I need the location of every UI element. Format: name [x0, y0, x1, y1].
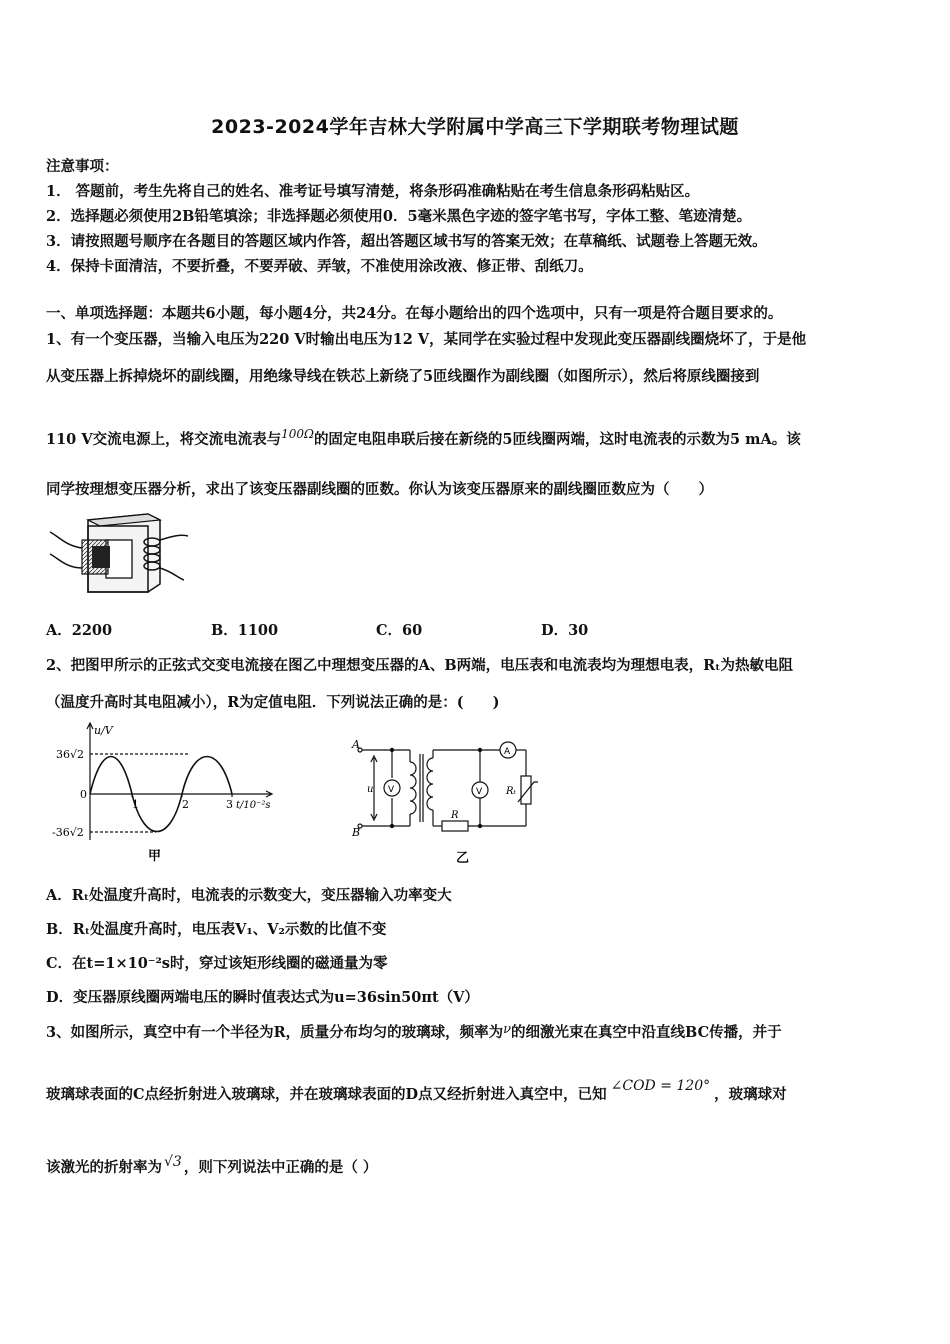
- q1-choice-b[interactable]: B．1100: [211, 622, 279, 639]
- terminal-a-label: A: [352, 738, 360, 751]
- x-tick-label: 2: [182, 798, 189, 811]
- sine-wave-figure: [44, 720, 284, 865]
- q2-option-d[interactable]: D．变压器原线圈两端电压的瞬时值表达式为u=36sin50πt（V）: [46, 989, 479, 1006]
- page-title: 2023-2024学年吉林大学附属中学高三下学期联考物理试题: [211, 116, 739, 138]
- figure-caption-yi: 乙: [456, 851, 470, 866]
- q1-text-line: [46, 428, 801, 449]
- notice-item: 1． 答题前，考生先将自己的姓名、准考证号填写清楚，将条形码准确粘贴在考生信息条形码粘贴区。: [46, 183, 700, 200]
- q3-text-segment: 该激光的折射率为: [46, 1159, 162, 1176]
- y-min-label: -36√2: [52, 826, 84, 839]
- ammeter-icon: A: [504, 747, 511, 757]
- input-voltage-label: u: [367, 784, 374, 795]
- circuit-figure: [350, 738, 540, 868]
- y-axis-label: u/V: [94, 724, 113, 737]
- notice-item: 4．保持卡面清洁，不要折叠，不要弄破、弄皱，不准使用涂改液、修正带、刮纸刀。: [46, 258, 593, 275]
- q1-text-line: 同学按理想变压器分析，求出了该变压器副线圈的匝数。你认为该变压器原来的副线圈匝数应为（ ）: [46, 481, 713, 498]
- thermistor-label: Rₜ: [506, 786, 516, 797]
- q3-text-segment: 3、如图所示，真空中有一个半径为R，质量分布均匀的玻璃球，频率为: [46, 1024, 504, 1041]
- q1-choice-a[interactable]: A．2200: [46, 622, 113, 639]
- q1-choice-c[interactable]: C．60: [376, 622, 423, 639]
- q3-text-line: [46, 1078, 787, 1104]
- x-tick-label: 1: [132, 798, 139, 811]
- x-axis-label: t/10⁻²s: [236, 800, 271, 811]
- q2-text-line: （温度升高时其电阻减小），R为定值电阻．下列说法正确的是：( ): [46, 694, 500, 711]
- voltmeter-v2-icon: V: [476, 787, 483, 797]
- x-tick-label: 3: [226, 798, 233, 811]
- q3-text-line: [46, 1156, 377, 1177]
- q3-text-segment: ，玻璃球对: [714, 1086, 787, 1103]
- q1-text-line: 1、有一个变压器，当输入电压为220 V时输出电压为12 V，某同学在实验过程中发现此变压器副线圈烧坏了，于是他: [46, 331, 807, 348]
- q2-option-c[interactable]: C．在t=1×10⁻²s时，穿过该矩形线圈的磁通量为零: [46, 955, 388, 972]
- transformer-figure: [48, 506, 190, 602]
- y-max-label: 36√2: [56, 748, 85, 761]
- origin-label: 0: [80, 788, 87, 801]
- q2-option-a[interactable]: A．Rₜ处温度升高时，电流表的示数变大，变压器输入功率变大: [46, 887, 452, 904]
- resistor-value: 100Ω: [281, 427, 314, 441]
- q1-choice-d[interactable]: D．30: [541, 622, 589, 639]
- q3-text-segment: 玻璃球表面的C点经折射进入玻璃球，并在玻璃球表面的D点又经折射进入真空中，已知: [46, 1086, 607, 1103]
- notice-item: 2．选择题必须使用2B铅笔填涂；非选择题必须使用0．5毫米黑色字迹的签字笔书写，字体工整、笔迹清楚。: [46, 208, 752, 225]
- q3-text-line: [46, 1021, 782, 1042]
- q1-text-segment: 110 V交流电源上，将交流电流表与: [46, 431, 282, 448]
- q1-text-line: 从变压器上拆掉烧坏的副线圈，用绝缘导线在铁芯上新绕了5匝线圈作为副线圈（如图所示），然后将原线圈接到: [46, 368, 760, 385]
- section-heading: 一、单项选择题：本题共6小题，每小题4分，共24分。在每小题给出的四个选项中，只有一项是符合题目要求的。: [46, 305, 783, 322]
- q3-text-segment: 的细激光束在真空中沿直线BC传播，并于: [511, 1024, 782, 1041]
- resistor-r-label: R: [451, 810, 459, 821]
- q3-text-segment: ，则下列说法中正确的是（ ）: [183, 1159, 378, 1176]
- terminal-b-label: B: [352, 826, 361, 839]
- notice-item: 3．请按照题号顺序在各题目的答题区域内作答，超出答题区域书写的答案无效；在草稿纸、试题卷上答题无效。: [46, 233, 767, 250]
- notice-heading: 注意事项：: [46, 158, 119, 175]
- voltmeter-v1-icon: V: [388, 785, 395, 795]
- q2-option-b[interactable]: B．Rₜ处温度升高时，电压表V₁、V₂示数的比值不变: [46, 921, 387, 938]
- q1-text-segment: 的固定电阻串联后接在新绕的5匝线圈两端，这时电流表的示数为5 mA。该: [313, 431, 801, 448]
- q1-choices: [46, 619, 706, 640]
- q2-text-line: 2、把图甲所示的正弦式交变电流接在图乙中理想变压器的A、B两端，电压表和电流表均为理想电表，Rₜ为热敏电阻: [46, 657, 794, 674]
- figure-caption-jia: 甲: [148, 849, 162, 864]
- frequency-symbol: ν: [503, 1022, 512, 1037]
- angle-expression: ∠COD = 120°: [610, 1078, 711, 1094]
- refractive-index: √3: [164, 1154, 182, 1170]
